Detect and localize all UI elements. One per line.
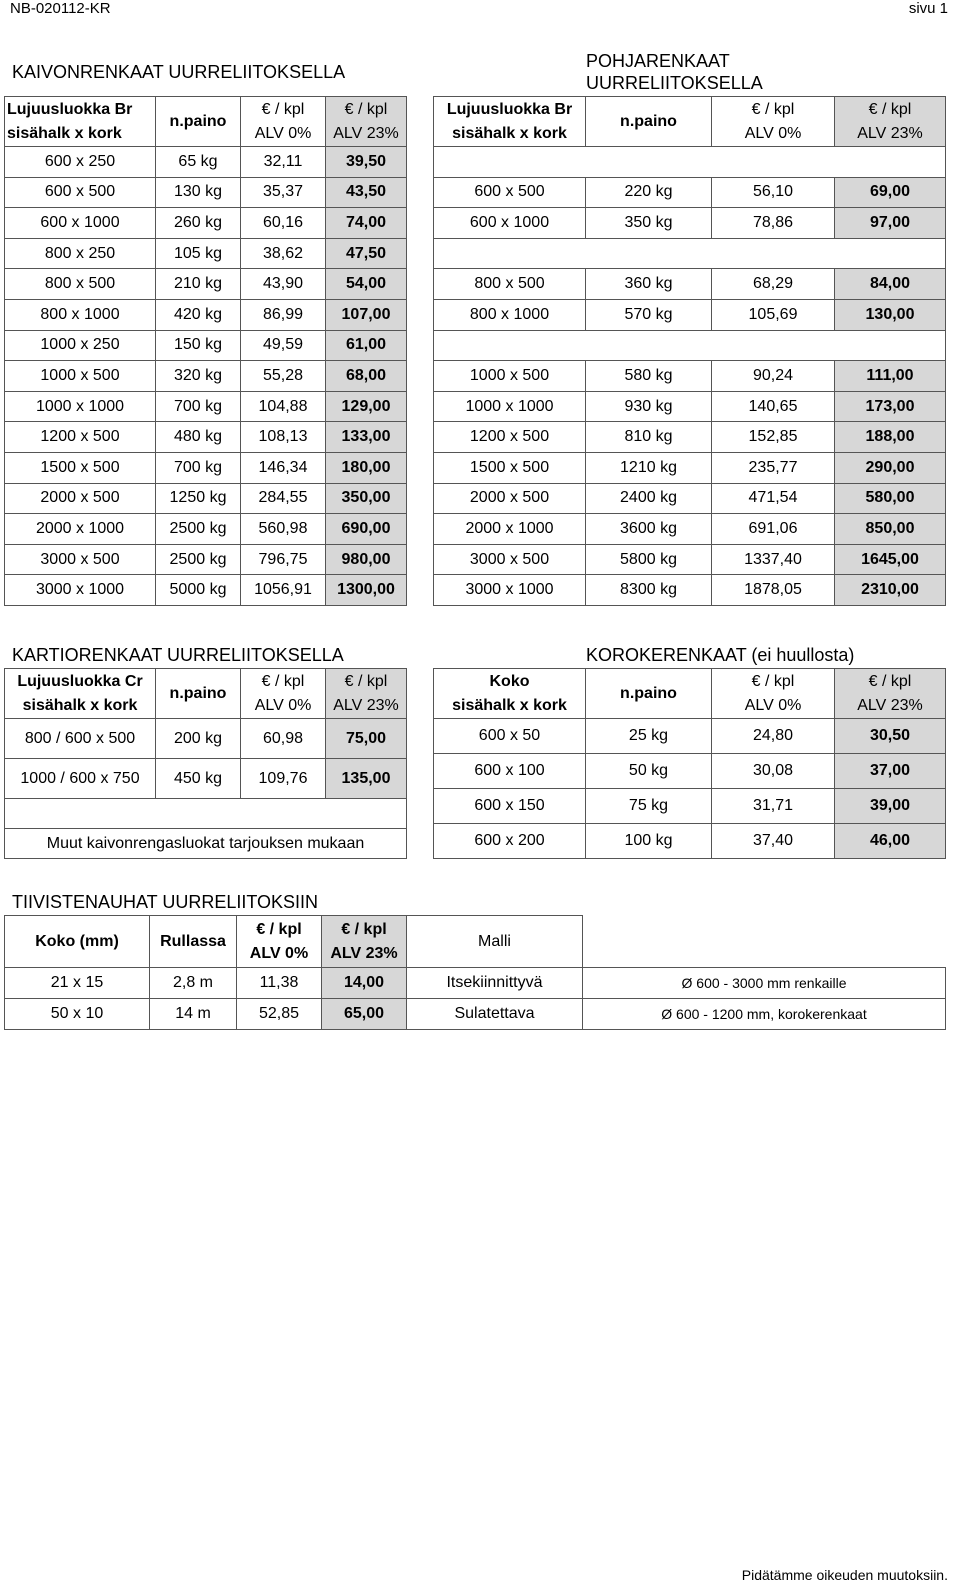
koroke-row bbox=[434, 789, 946, 824]
tiiviste-h6-blank bbox=[583, 916, 946, 968]
kaivon-price-alv0: 49,59 bbox=[241, 330, 326, 361]
kartio-header-row bbox=[5, 669, 407, 719]
kaivon-weight: 420 kg bbox=[156, 299, 241, 330]
pohja-row bbox=[434, 361, 946, 392]
kaivon-size: 2000 x 500 bbox=[5, 483, 156, 514]
pohja-size: 600 x 500 bbox=[434, 177, 586, 208]
tiiviste-description: Ø 600 - 1200 mm, korokerenkaat bbox=[583, 999, 946, 1030]
kaivon-price-alv0: 560,98 bbox=[241, 514, 326, 545]
kaivon-price-alv23: 68,00 bbox=[326, 361, 407, 392]
pohja-empty-row bbox=[434, 147, 946, 178]
koroke-weight: 75 kg bbox=[586, 789, 712, 824]
tiiviste-table bbox=[4, 915, 946, 1030]
koroke-h3: € / kpl ALV 0% bbox=[712, 669, 835, 719]
koroke-price-alv23: 37,00 bbox=[835, 754, 946, 789]
kaivon-row bbox=[5, 177, 407, 208]
document-code: NB-020112-KR bbox=[10, 0, 111, 17]
koroke-table bbox=[433, 668, 946, 859]
pohja-price-alv0: 235,77 bbox=[712, 452, 835, 483]
pohja-size: 1000 x 500 bbox=[434, 361, 586, 392]
kaivon-price-alv0: 146,34 bbox=[241, 452, 326, 483]
tiiviste-row bbox=[5, 968, 946, 999]
kaivon-weight: 480 kg bbox=[156, 422, 241, 453]
pohja-weight: 930 kg bbox=[586, 391, 712, 422]
tiiviste-size: 21 x 15 bbox=[5, 968, 150, 999]
kartio-weight: 200 kg bbox=[156, 719, 241, 759]
kartio-size: 1000 / 600 x 750 bbox=[5, 759, 156, 799]
pohja-price-alv0: 140,65 bbox=[712, 391, 835, 422]
kaivon-price-alv0: 38,62 bbox=[241, 238, 326, 269]
koroke-price-alv23: 46,00 bbox=[835, 824, 946, 859]
kaivon-h2: n.paino bbox=[156, 97, 241, 147]
kaivon-weight: 150 kg bbox=[156, 330, 241, 361]
kaivon-price-alv23: 180,00 bbox=[326, 452, 407, 483]
kaivon-row bbox=[5, 544, 407, 575]
kaivon-size: 600 x 500 bbox=[5, 177, 156, 208]
kaivon-weight: 320 kg bbox=[156, 361, 241, 392]
kaivon-size: 3000 x 500 bbox=[5, 544, 156, 575]
kartio-price-alv23: 75,00 bbox=[326, 719, 407, 759]
kaivon-price-alv0: 35,37 bbox=[241, 177, 326, 208]
pohja-size: 3000 x 500 bbox=[434, 544, 586, 575]
koroke-price-alv23: 30,50 bbox=[835, 719, 946, 754]
kartio-h3: € / kpl ALV 0% bbox=[241, 669, 326, 719]
kaivon-table bbox=[4, 96, 407, 606]
pohja-price-alv23: 850,00 bbox=[835, 514, 946, 545]
tiiviste-h2: Rullassa bbox=[150, 916, 237, 968]
pohja-price-alv23: 2310,00 bbox=[835, 575, 946, 606]
pohja-row bbox=[434, 147, 946, 178]
pohja-price-alv0: 56,10 bbox=[712, 177, 835, 208]
kaivon-size: 1000 x 1000 bbox=[5, 391, 156, 422]
kartio-h4: € / kpl ALV 23% bbox=[326, 669, 407, 719]
koroke-weight: 50 kg bbox=[586, 754, 712, 789]
pohja-h1: Lujuusluokka Br sisähalk x kork bbox=[434, 97, 586, 147]
koroke-price-alv0: 30,08 bbox=[712, 754, 835, 789]
pohja-size: 1000 x 1000 bbox=[434, 391, 586, 422]
koroke-size: 600 x 50 bbox=[434, 719, 586, 754]
koroke-price-alv0: 24,80 bbox=[712, 719, 835, 754]
kartio-size: 800 / 600 x 500 bbox=[5, 719, 156, 759]
kartio-row bbox=[5, 759, 407, 799]
pohja-row bbox=[434, 391, 946, 422]
pohja-row bbox=[434, 544, 946, 575]
kaivon-weight: 2500 kg bbox=[156, 544, 241, 575]
pohja-size: 600 x 1000 bbox=[434, 208, 586, 239]
pohja-weight: 360 kg bbox=[586, 269, 712, 300]
kaivon-price-alv0: 60,16 bbox=[241, 208, 326, 239]
pohja-row bbox=[434, 238, 946, 269]
pohja-empty-row bbox=[434, 238, 946, 269]
pohja-weight: 3600 kg bbox=[586, 514, 712, 545]
pohja-h4: € / kpl ALV 23% bbox=[835, 97, 946, 147]
pohja-price-alv23: 97,00 bbox=[835, 208, 946, 239]
pohja-price-alv23: 130,00 bbox=[835, 299, 946, 330]
pohja-size: 1500 x 500 bbox=[434, 452, 586, 483]
pohja-price-alv23: 1645,00 bbox=[835, 544, 946, 575]
tiiviste-model: Itsekiinnittyvä bbox=[407, 968, 583, 999]
kaivon-price-alv23: 54,00 bbox=[326, 269, 407, 300]
tiiviste-price-alv23: 65,00 bbox=[322, 999, 407, 1030]
pohja-row bbox=[434, 422, 946, 453]
kaivon-weight: 1250 kg bbox=[156, 483, 241, 514]
kaivon-price-alv23: 39,50 bbox=[326, 147, 407, 178]
kartio-note: Muut kaivonrengasluokat tarjouksen mukaan bbox=[5, 829, 407, 859]
kaivon-row bbox=[5, 514, 407, 545]
kaivon-price-alv23: 980,00 bbox=[326, 544, 407, 575]
kaivon-row bbox=[5, 269, 407, 300]
koroke-h4: € / kpl ALV 23% bbox=[835, 669, 946, 719]
pohja-size: 2000 x 500 bbox=[434, 483, 586, 514]
pohja-price-alv23: 580,00 bbox=[835, 483, 946, 514]
tiiviste-h3: € / kpl ALV 0% bbox=[237, 916, 322, 968]
pohja-price-alv0: 105,69 bbox=[712, 299, 835, 330]
kaivon-price-alv23: 61,00 bbox=[326, 330, 407, 361]
kaivon-price-alv23: 74,00 bbox=[326, 208, 407, 239]
koroke-header-row bbox=[434, 669, 946, 719]
pohja-price-alv23: 84,00 bbox=[835, 269, 946, 300]
pohja-row bbox=[434, 299, 946, 330]
pohja-weight: 810 kg bbox=[586, 422, 712, 453]
kaivon-header-row bbox=[5, 97, 407, 127]
pohja-row bbox=[434, 208, 946, 239]
pohja-size: 2000 x 1000 bbox=[434, 514, 586, 545]
kaivon-row bbox=[5, 361, 407, 392]
kartio-empty-row bbox=[5, 799, 407, 829]
kaivon-price-alv0: 104,88 bbox=[241, 391, 326, 422]
tiiviste-roll-length: 2,8 m bbox=[150, 968, 237, 999]
kaivon-price-alv0: 86,99 bbox=[241, 299, 326, 330]
pohja-weight: 350 kg bbox=[586, 208, 712, 239]
pohja-price-alv23: 69,00 bbox=[835, 177, 946, 208]
kaivon-size: 800 x 250 bbox=[5, 238, 156, 269]
kartio-table bbox=[4, 668, 407, 859]
kaivon-row bbox=[5, 147, 407, 178]
pohja-size: 800 x 500 bbox=[434, 269, 586, 300]
kaivon-price-alv0: 32,11 bbox=[241, 147, 326, 178]
koroke-h2: n.paino bbox=[586, 669, 712, 719]
koroke-size: 600 x 200 bbox=[434, 824, 586, 859]
tiiviste-header-row bbox=[5, 916, 946, 968]
kaivon-row bbox=[5, 238, 407, 269]
kaivon-weight: 5000 kg bbox=[156, 575, 241, 606]
kaivon-h1: Lujuusluokka Br sisähalk x kork bbox=[5, 97, 156, 147]
pohja-h2: n.paino bbox=[586, 97, 712, 147]
kartio-h2: n.paino bbox=[156, 669, 241, 719]
kartio-h1: Lujuusluokka Cr sisähalk x kork bbox=[5, 669, 156, 719]
kaivon-weight: 65 kg bbox=[156, 147, 241, 178]
kaivon-size: 1000 x 250 bbox=[5, 330, 156, 361]
pohja-weight: 580 kg bbox=[586, 361, 712, 392]
tiiviste-title: TIIVISTENAUHAT UURRELIITOKSIIN bbox=[12, 892, 319, 912]
kartio-price-alv23: 135,00 bbox=[326, 759, 407, 799]
pohja-price-alv0: 691,06 bbox=[712, 514, 835, 545]
pohja-row bbox=[434, 269, 946, 300]
koroke-weight: 100 kg bbox=[586, 824, 712, 859]
kaivon-h4: € / kpl ALV 23% bbox=[326, 97, 407, 147]
pohja-weight: 2400 kg bbox=[586, 483, 712, 514]
pohja-title: POHJARENKAAT UURRELIITOKSELLA bbox=[586, 51, 763, 93]
pohja-size: 3000 x 1000 bbox=[434, 575, 586, 606]
kartio-price-alv0: 109,76 bbox=[241, 759, 326, 799]
kaivon-price-alv23: 1300,00 bbox=[326, 575, 407, 606]
pohja-row bbox=[434, 514, 946, 545]
kaivon-price-alv23: 107,00 bbox=[326, 299, 407, 330]
kaivon-weight: 260 kg bbox=[156, 208, 241, 239]
pohja-row bbox=[434, 575, 946, 606]
kaivon-row bbox=[5, 452, 407, 483]
kaivon-size: 600 x 250 bbox=[5, 147, 156, 178]
tiiviste-price-alv23: 14,00 bbox=[322, 968, 407, 999]
tiiviste-size: 50 x 10 bbox=[5, 999, 150, 1030]
pohja-weight: 570 kg bbox=[586, 299, 712, 330]
koroke-price-alv0: 31,71 bbox=[712, 789, 835, 824]
kaivon-row bbox=[5, 575, 407, 606]
kaivon-size: 1200 x 500 bbox=[5, 422, 156, 453]
kaivon-h3: € / kpl ALV 0% bbox=[241, 97, 326, 147]
pohja-row bbox=[434, 177, 946, 208]
koroke-size: 600 x 150 bbox=[434, 789, 586, 824]
pohja-row bbox=[434, 452, 946, 483]
kaivon-size: 600 x 1000 bbox=[5, 208, 156, 239]
tiiviste-h1: Koko (mm) bbox=[5, 916, 150, 968]
tiiviste-price-alv0: 11,38 bbox=[237, 968, 322, 999]
kaivon-size: 2000 x 1000 bbox=[5, 514, 156, 545]
kaivon-price-alv0: 108,13 bbox=[241, 422, 326, 453]
kaivon-row bbox=[5, 483, 407, 514]
pohja-size: 800 x 1000 bbox=[434, 299, 586, 330]
kartio-price-alv0: 60,98 bbox=[241, 719, 326, 759]
pohja-price-alv23: 188,00 bbox=[835, 422, 946, 453]
tiiviste-row bbox=[5, 999, 946, 1030]
kaivon-price-alv0: 796,75 bbox=[241, 544, 326, 575]
pohja-weight: 220 kg bbox=[586, 177, 712, 208]
page-number: sivu 1 bbox=[908, 0, 948, 17]
tiiviste-model: Sulatettava bbox=[407, 999, 583, 1030]
koroke-row bbox=[434, 719, 946, 754]
pohja-price-alv0: 471,54 bbox=[712, 483, 835, 514]
koroke-price-alv23: 39,00 bbox=[835, 789, 946, 824]
kaivon-row bbox=[5, 208, 407, 239]
koroke-h1: Koko sisähalk x kork bbox=[434, 669, 586, 719]
kartio-row bbox=[5, 719, 407, 759]
koroke-size: 600 x 100 bbox=[434, 754, 586, 789]
kaivon-price-alv0: 284,55 bbox=[241, 483, 326, 514]
kartio-title: KARTIORENKAAT UURRELIITOKSELLA bbox=[12, 645, 344, 665]
pohja-table bbox=[433, 96, 946, 606]
pohja-weight: 5800 kg bbox=[586, 544, 712, 575]
kartio-weight: 450 kg bbox=[156, 759, 241, 799]
tiiviste-h4: € / kpl ALV 23% bbox=[322, 916, 407, 968]
kaivon-weight: 700 kg bbox=[156, 391, 241, 422]
kaivon-price-alv23: 350,00 bbox=[326, 483, 407, 514]
kaivon-size: 800 x 500 bbox=[5, 269, 156, 300]
kaivon-price-alv23: 43,50 bbox=[326, 177, 407, 208]
tiiviste-price-alv0: 52,85 bbox=[237, 999, 322, 1030]
kaivon-size: 800 x 1000 bbox=[5, 299, 156, 330]
pohja-price-alv0: 78,86 bbox=[712, 208, 835, 239]
pohja-price-alv0: 68,29 bbox=[712, 269, 835, 300]
kaivon-weight: 2500 kg bbox=[156, 514, 241, 545]
kaivon-price-alv23: 690,00 bbox=[326, 514, 407, 545]
koroke-title: KOROKERENKAAT (ei huullosta) bbox=[586, 645, 855, 665]
koroke-row bbox=[434, 824, 946, 859]
tiiviste-h5: Malli bbox=[407, 916, 583, 968]
pohja-weight: 8300 kg bbox=[586, 575, 712, 606]
pohja-weight: 1210 kg bbox=[586, 452, 712, 483]
pohja-price-alv23: 290,00 bbox=[835, 452, 946, 483]
kaivon-price-alv23: 133,00 bbox=[326, 422, 407, 453]
kaivon-row bbox=[5, 299, 407, 330]
kaivon-weight: 105 kg bbox=[156, 238, 241, 269]
pohja-row bbox=[434, 483, 946, 514]
kaivon-row bbox=[5, 422, 407, 453]
tiiviste-description: Ø 600 - 3000 mm renkaille bbox=[583, 968, 946, 999]
kaivon-row bbox=[5, 330, 407, 361]
koroke-price-alv0: 37,40 bbox=[712, 824, 835, 859]
koroke-weight: 25 kg bbox=[586, 719, 712, 754]
kaivon-row bbox=[5, 391, 407, 422]
kaivon-size: 1500 x 500 bbox=[5, 452, 156, 483]
kaivon-price-alv0: 43,90 bbox=[241, 269, 326, 300]
pohja-h3: € / kpl ALV 0% bbox=[712, 97, 835, 147]
kaivon-title: KAIVONRENKAAT UURRELIITOKSELLA bbox=[12, 62, 346, 82]
kaivon-size: 1000 x 500 bbox=[5, 361, 156, 392]
kaivon-size: 3000 x 1000 bbox=[5, 575, 156, 606]
pohja-price-alv0: 1337,40 bbox=[712, 544, 835, 575]
pohja-size: 1200 x 500 bbox=[434, 422, 586, 453]
pohja-price-alv23: 173,00 bbox=[835, 391, 946, 422]
pohja-price-alv0: 90,24 bbox=[712, 361, 835, 392]
kaivon-weight: 130 kg bbox=[156, 177, 241, 208]
kaivon-weight: 210 kg bbox=[156, 269, 241, 300]
footer-note: Pidätämme oikeuden muutoksiin. bbox=[741, 1567, 948, 1583]
pohja-empty-row bbox=[434, 330, 946, 361]
pohja-price-alv23: 111,00 bbox=[835, 361, 946, 392]
koroke-row bbox=[434, 754, 946, 789]
pohja-row bbox=[434, 330, 946, 361]
pohja-price-alv0: 152,85 bbox=[712, 422, 835, 453]
kaivon-price-alv0: 55,28 bbox=[241, 361, 326, 392]
pohja-header-row bbox=[434, 97, 946, 127]
pohja-price-alv0: 1878,05 bbox=[712, 575, 835, 606]
kaivon-weight: 700 kg bbox=[156, 452, 241, 483]
kaivon-price-alv0: 1056,91 bbox=[241, 575, 326, 606]
kaivon-price-alv23: 47,50 bbox=[326, 238, 407, 269]
kaivon-price-alv23: 129,00 bbox=[326, 391, 407, 422]
tiiviste-roll-length: 14 m bbox=[150, 999, 237, 1030]
